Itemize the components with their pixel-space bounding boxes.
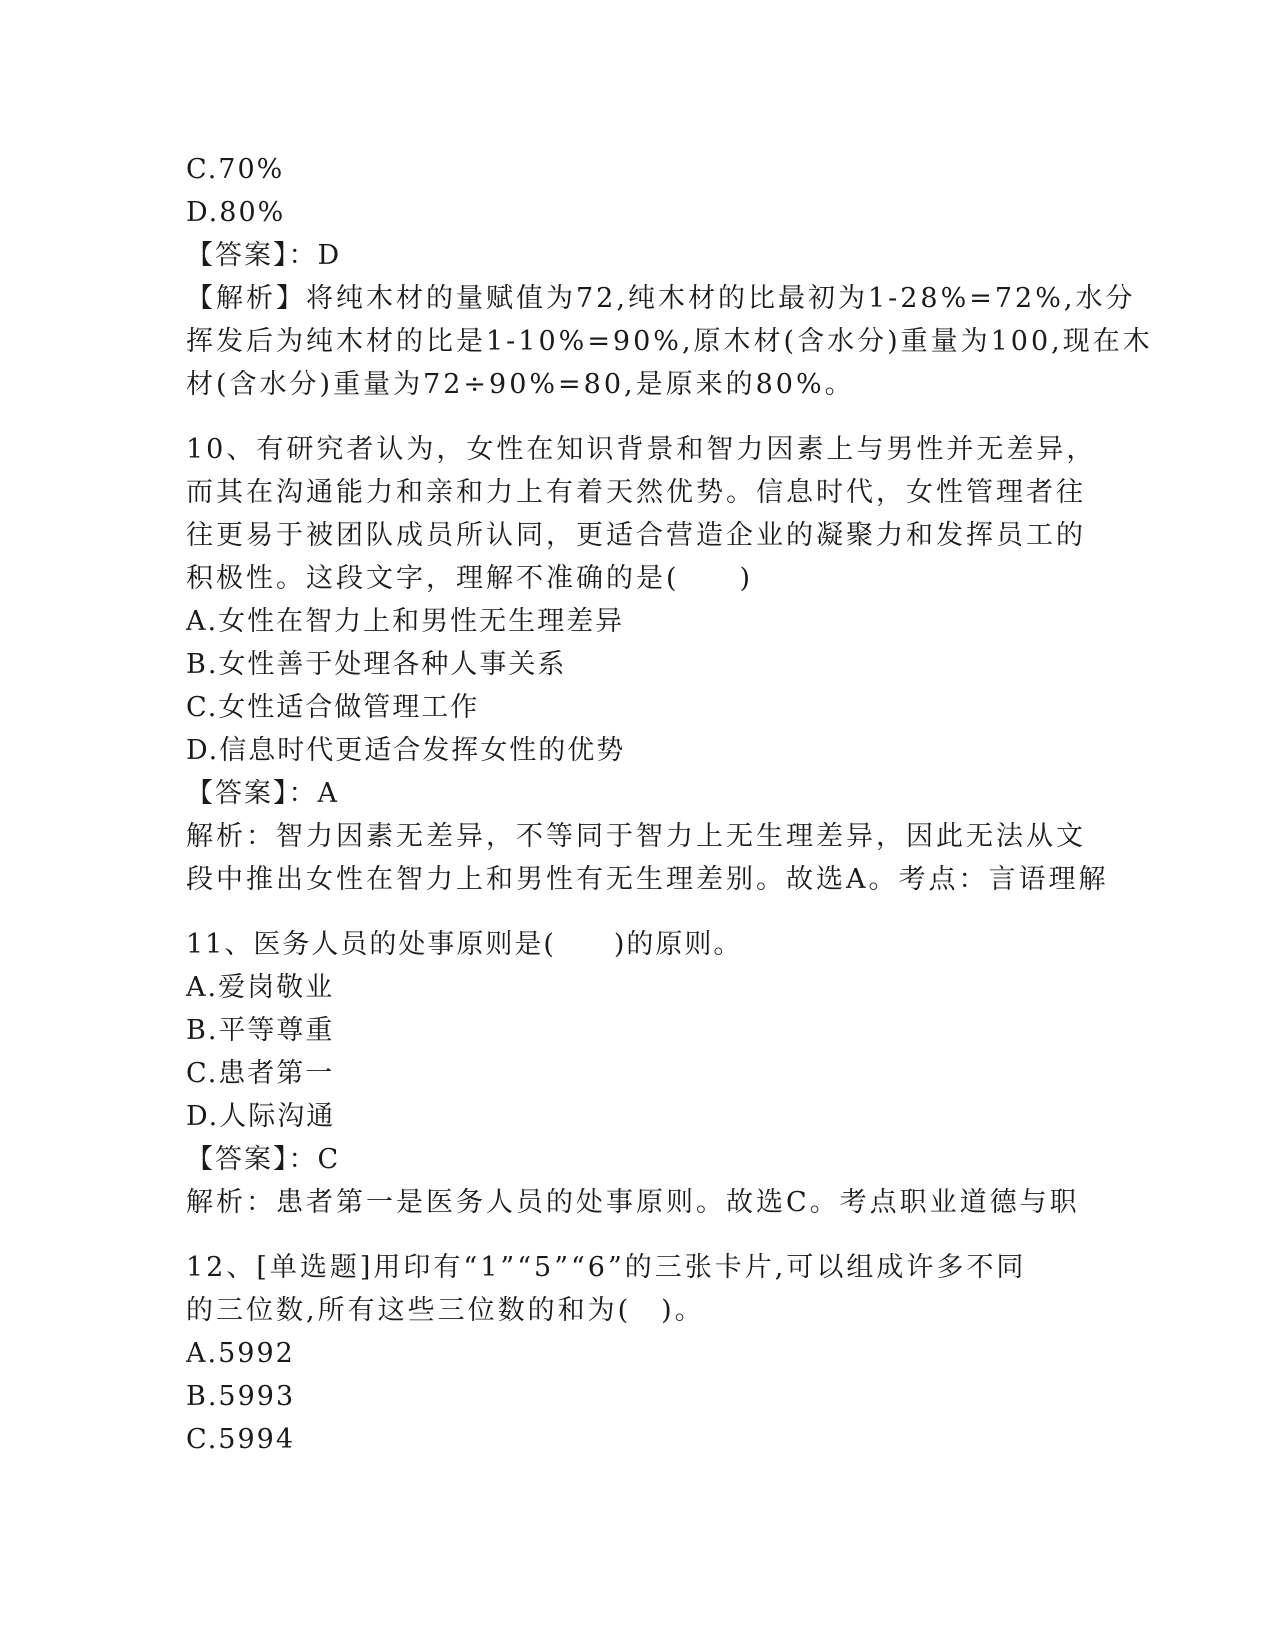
stem-line: 10、有研究者认为，女性在知识背景和智力因素上与男性并无差异， [186, 434, 1097, 465]
stem-line: 的三位数,所有这些三位数的和为( )。 [186, 1295, 705, 1326]
question-12 [186, 1246, 1086, 1461]
option-a: A.5992 [186, 1338, 295, 1369]
analysis [186, 815, 1109, 901]
stem-line: 而其在沟通能力和亲和力上有着天然优势。信息时代，女性管理者往 [186, 477, 1086, 508]
option-d: D.80% [186, 197, 286, 228]
option-d: D.人际沟通 [186, 1101, 336, 1132]
option-b: B.女性善于处理各种人事关系 [186, 649, 567, 680]
question-stem [186, 428, 1097, 600]
option-a: A.爱岗敬业 [186, 972, 335, 1003]
option-c: C.患者第一 [186, 1058, 335, 1089]
answer: 【答案】：A [186, 778, 339, 809]
answer: 【答案】：C [186, 1144, 341, 1175]
analysis-line: 解析：智力因素无差异，不等同于智力上无生理差异，因此无法从文 [186, 821, 1086, 852]
option-c: C.70% [186, 154, 285, 185]
option-d: D.信息时代更适合发挥女性的优势 [186, 735, 626, 766]
question-11 [186, 923, 1086, 1224]
answer: 【答案】：D [186, 240, 342, 271]
stem-line: 12、[单选题]用印有“1”“5”“6”的三张卡片,可以组成许多不同 [186, 1252, 1027, 1283]
analysis-line: 段中推出女性在智力上和男性有无生理差别。故选A。考点：言语理解 [186, 864, 1109, 895]
analysis: 解析：患者第一是医务人员的处事原则。故选C。考点职业道德与职 [186, 1187, 1080, 1218]
document-page [186, 148, 1153, 1461]
question-stem [186, 1246, 1086, 1332]
question-10 [186, 428, 1109, 901]
option-c: C.5994 [186, 1424, 295, 1455]
analysis [186, 277, 1153, 406]
option-b: B.5993 [186, 1381, 296, 1412]
analysis-line: 挥发后为纯木材的比是1-10%=90%,原木材(含水分)重量为100,现在木 [186, 326, 1153, 357]
option-a: A.女性在智力上和男性无生理差异 [186, 606, 625, 637]
stem-line: 往更易于被团队成员所认同，更适合营造企业的凝聚力和发挥员工的 [186, 520, 1086, 551]
stem-line: 积极性。这段文字，理解不准确的是( ) [186, 563, 754, 594]
option-c: C.女性适合做管理工作 [186, 692, 480, 723]
analysis-line: 【解析】将纯木材的量赋值为72,纯木材的比最初为1-28%=72%,水分 [186, 283, 1136, 314]
option-b: B.平等尊重 [186, 1015, 335, 1046]
question-9-tail [186, 148, 1153, 406]
question-stem: 11、医务人员的处事原则是( )的原则。 [186, 929, 743, 960]
analysis-line: 材(含水分)重量为72÷90%=80,是原来的80%。 [186, 369, 855, 400]
